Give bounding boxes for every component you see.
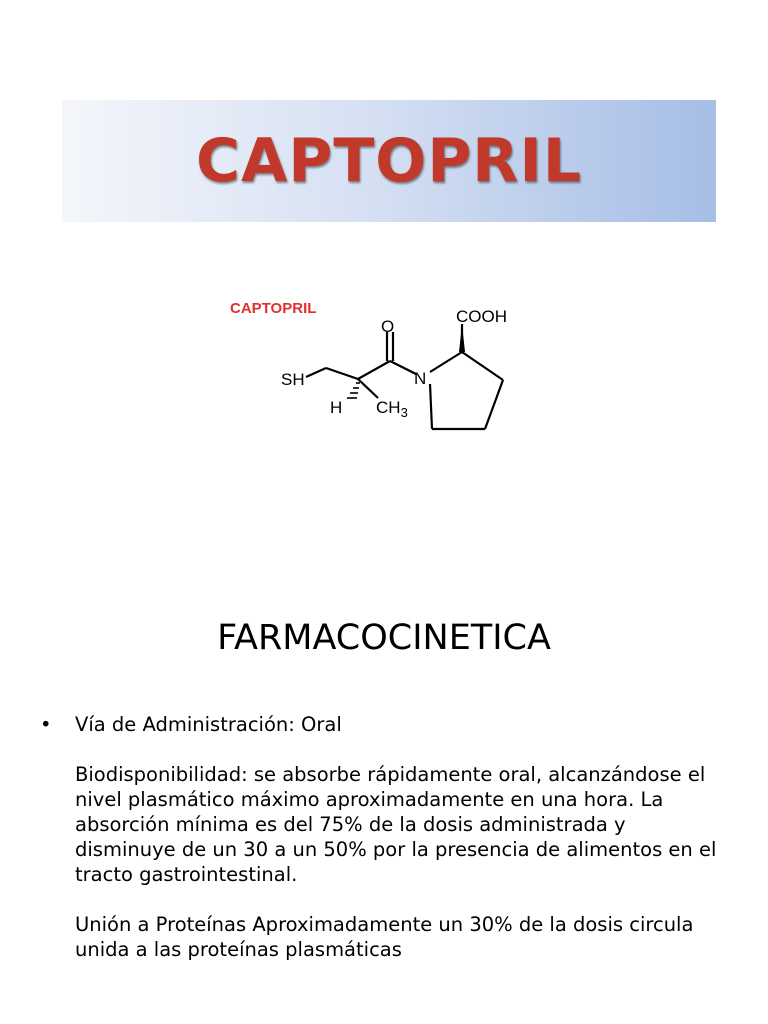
atom-cooh: COOH <box>456 307 507 326</box>
paragraph-spacer <box>75 887 730 912</box>
chemical-structure <box>218 282 528 442</box>
atom-o: O <box>381 317 395 336</box>
structure-label: CAPTOPRIL <box>230 300 317 317</box>
atom-h: H <box>330 398 343 417</box>
atom-sh: SH <box>281 370 305 389</box>
slide-title: CAPTOPRIL <box>195 126 583 196</box>
section-heading: FARMACOCINETICA <box>217 618 551 658</box>
atom-ch: CH <box>376 398 401 417</box>
bullet-dot: • <box>40 713 52 736</box>
wedge-bond <box>459 324 465 352</box>
paragraph-administration: Vía de Administración: Oral <box>75 713 342 736</box>
hashed-bond <box>347 383 360 398</box>
paragraph-bioavailability: Biodisponibilidad: se absorbe rápidamente oral, alcanzándose el nivel plasmático máximo aproximadamente en una hora. La absorción mínima es del 75% de la dosis administrada y disminuye de un 30 a un 50% por la presencia de alimentos en el tracto gastrointestinal. <box>75 763 717 886</box>
atom-ch3 <box>376 398 408 420</box>
atom-ch3-subscript: 3 <box>400 405 408 420</box>
paragraph-spacer <box>75 737 730 762</box>
title-banner <box>62 100 716 222</box>
bullet-item <box>40 712 730 962</box>
atom-n: N <box>414 369 427 388</box>
bullet-text <box>75 712 730 962</box>
content-body <box>40 712 730 962</box>
paragraph-protein-binding: Unión a Proteínas Aproximadamente un 30% de la dosis circula unida a las proteínas plasmáticas <box>75 913 694 961</box>
